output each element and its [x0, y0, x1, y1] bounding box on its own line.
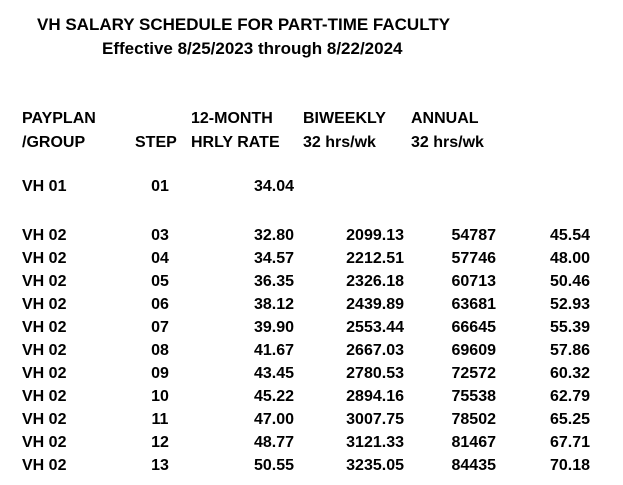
hourly-rate-cell: 39.90 — [253, 319, 294, 336]
annual-cell: 78502 — [451, 411, 496, 428]
step-cell: 13 — [151, 457, 169, 474]
hourly-rate-cell: 50.55 — [253, 457, 294, 474]
biweekly-cell: 2439.89 — [346, 296, 404, 313]
extra-rate-cell: 48.00 — [549, 250, 590, 267]
header-payplan: PAYPLAN — [22, 110, 96, 127]
biweekly-cell: 2553.44 — [346, 319, 404, 336]
table-row — [0, 410, 623, 430]
annual-cell: 60713 — [451, 273, 496, 290]
header-12-month: 12-MONTH — [191, 110, 273, 127]
hourly-rate-cell: 32.80 — [253, 227, 294, 244]
table-row — [0, 249, 623, 269]
header-hrly-rate: HRLY RATE — [191, 134, 280, 151]
table-row — [0, 272, 623, 292]
biweekly-cell: 2212.51 — [346, 250, 404, 267]
header-step: STEP — [135, 134, 177, 151]
extra-rate-cell: 70.18 — [549, 457, 590, 474]
hourly-rate-cell: 34.57 — [253, 250, 294, 267]
extra-rate-cell: 45.54 — [549, 227, 590, 244]
payplan-cell: VH 01 — [22, 178, 67, 195]
step-cell: 05 — [151, 273, 169, 290]
extra-rate-cell: 50.46 — [549, 273, 590, 290]
hourly-rate-cell: 38.12 — [253, 296, 294, 313]
payplan-cell: VH 02 — [22, 457, 67, 474]
hourly-rate-cell: 41.67 — [253, 342, 294, 359]
extra-rate-cell: 67.71 — [549, 434, 590, 451]
step-cell: 08 — [151, 342, 169, 359]
biweekly-cell: 2326.18 — [346, 273, 404, 290]
step-cell: 06 — [151, 296, 169, 313]
header-biweekly-hours: 32 hrs/wk — [303, 134, 376, 151]
step-cell: 07 — [151, 319, 169, 336]
biweekly-cell: 2667.03 — [346, 342, 404, 359]
header-annual: ANNUAL — [411, 110, 479, 127]
annual-cell: 63681 — [451, 296, 496, 313]
payplan-cell: VH 02 — [22, 273, 67, 290]
step-cell: 01 — [151, 178, 169, 195]
table-row — [0, 364, 623, 384]
extra-rate-cell: 62.79 — [549, 388, 590, 405]
document-title: VH SALARY SCHEDULE FOR PART-TIME FACULTY — [37, 15, 451, 34]
payplan-cell: VH 02 — [22, 250, 67, 267]
annual-cell: 57746 — [451, 250, 496, 267]
table-row — [0, 226, 623, 246]
header-biweekly: BIWEEKLY — [303, 110, 386, 127]
annual-cell: 75538 — [451, 388, 496, 405]
header-annual-hours: 32 hrs/wk — [411, 134, 484, 151]
payplan-cell: VH 02 — [22, 296, 67, 313]
biweekly-cell: 2894.16 — [346, 388, 404, 405]
hourly-rate-cell: 45.22 — [253, 388, 294, 405]
table-row — [0, 433, 623, 453]
payplan-cell: VH 02 — [22, 411, 67, 428]
extra-rate-cell: 55.39 — [549, 319, 590, 336]
step-cell: 03 — [151, 227, 169, 244]
step-cell: 11 — [151, 411, 169, 428]
payplan-cell: VH 02 — [22, 365, 67, 382]
extra-rate-cell: 57.86 — [549, 342, 590, 359]
payplan-cell: VH 02 — [22, 388, 67, 405]
payplan-cell: VH 02 — [22, 342, 67, 359]
step-cell: 09 — [151, 365, 169, 382]
annual-cell: 69609 — [451, 342, 496, 359]
payplan-cell: VH 02 — [22, 319, 67, 336]
step-cell: 04 — [151, 250, 169, 267]
table-row — [0, 341, 623, 361]
annual-cell: 66645 — [451, 319, 496, 336]
table-row — [0, 456, 623, 476]
biweekly-cell: 2099.13 — [346, 227, 404, 244]
hourly-rate-cell: 48.77 — [253, 434, 294, 451]
biweekly-cell: 2780.53 — [346, 365, 404, 382]
payplan-cell: VH 02 — [22, 434, 67, 451]
payplan-cell: VH 02 — [22, 227, 67, 244]
biweekly-cell: 3121.33 — [346, 434, 404, 451]
annual-cell: 54787 — [451, 227, 496, 244]
effective-dates: Effective 8/25/2023 through 8/22/2024 — [102, 39, 403, 58]
annual-cell: 72572 — [451, 365, 496, 382]
table-row — [0, 177, 623, 197]
hourly-rate-cell: 36.35 — [253, 273, 294, 290]
hourly-rate-cell: 34.04 — [253, 178, 294, 195]
extra-rate-cell: 60.32 — [549, 365, 590, 382]
extra-rate-cell: 52.93 — [549, 296, 590, 313]
table-row — [0, 295, 623, 315]
biweekly-cell: 3007.75 — [346, 411, 404, 428]
biweekly-cell: 3235.05 — [346, 457, 404, 474]
hourly-rate-cell: 47.00 — [253, 411, 294, 428]
step-cell: 10 — [151, 388, 169, 405]
step-cell: 12 — [151, 434, 169, 451]
annual-cell: 81467 — [451, 434, 496, 451]
table-row — [0, 318, 623, 338]
hourly-rate-cell: 43.45 — [253, 365, 294, 382]
header-group: /GROUP — [22, 134, 86, 151]
extra-rate-cell: 65.25 — [549, 411, 590, 428]
table-row — [0, 387, 623, 407]
annual-cell: 84435 — [451, 457, 496, 474]
